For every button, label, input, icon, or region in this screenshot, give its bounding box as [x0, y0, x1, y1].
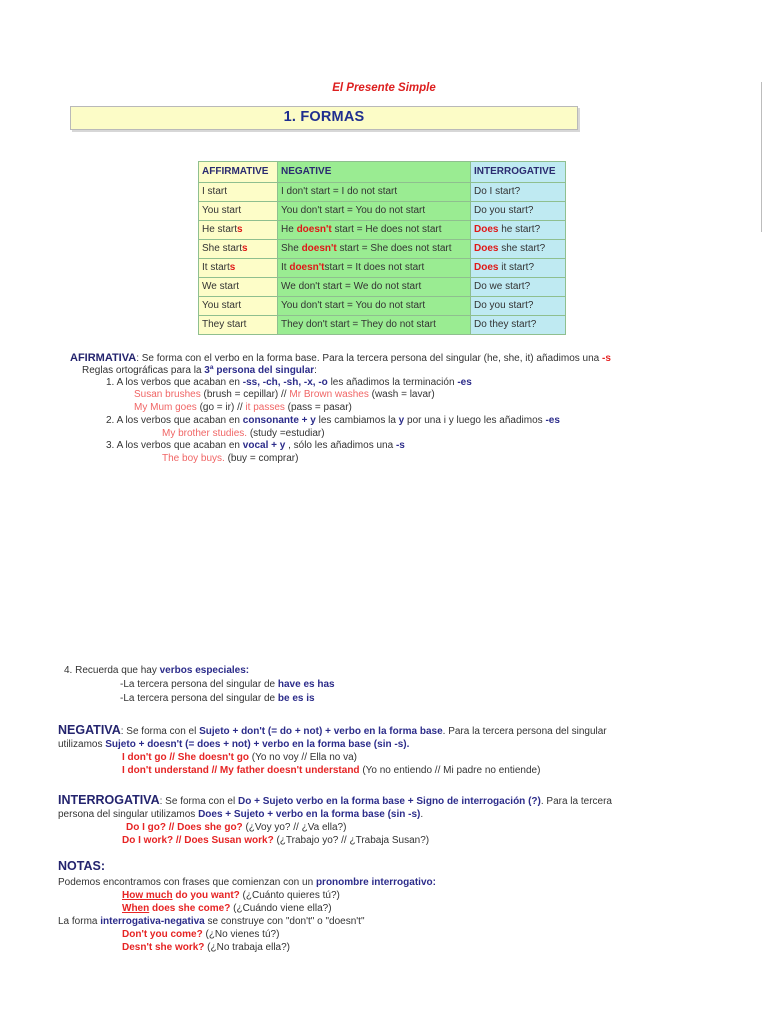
negative-cell: They don't start = They do not start: [278, 316, 471, 335]
rule-4-line-2: -La tercera persona del singular de be es is: [120, 693, 315, 704]
header-interrogative: INTERROGATIVE: [471, 162, 566, 183]
spelling-rule-2: 2. A los verbos que acaban en consonante + y les cambiamos la y por una i y luego les añadimos -es: [106, 415, 560, 426]
notas-example-1: How much do you want? (¿Cuánto quieres tú?): [122, 890, 340, 901]
rule-2-example: My brother studies. (study =estudiar): [162, 428, 325, 439]
interrogativa-example-2: Do I work? // Does Susan work? (¿Trabajo yo? // ¿Trabaja Susan?): [122, 835, 430, 846]
rule-1-example-2: My Mum goes (go = ir) // it passes (pass = pasar): [134, 402, 352, 413]
negative-cell: It doesn'tstart = It does not start: [278, 259, 471, 278]
notas-line-1: Podemos encontramos con frases que comienzan con un pronombre interrogativo:: [58, 877, 436, 888]
notas-heading: NOTAS:: [58, 859, 105, 873]
affirmative-cell: We start: [199, 278, 278, 297]
table-row: [199, 259, 566, 278]
interrogativa-intro-continued: persona del singular utilizamos Does + Sujeto + verbo en la forma base (sin -s).: [58, 809, 424, 820]
negative-cell: He doesn't start = He does not start: [278, 221, 471, 240]
negative-cell: You don't start = You do not start: [278, 202, 471, 221]
negativa-example-2: I don't understand // My father doesn't understand (Yo no entiendo // Mi padre no entiende): [122, 765, 541, 776]
affirmative-cell: They start: [199, 316, 278, 335]
document-title: El Presente Simple: [332, 82, 436, 94]
table-row: [199, 278, 566, 297]
negativa-example-1: I don't go // She doesn't go (Yo no voy // Ella no va): [122, 752, 357, 763]
affirmative-cell: You start: [199, 297, 278, 316]
interrogativa-intro: INTERROGATIVA: Se forma con el Do + Sujeto verbo en la forma base + Signo de interrogación (?). Para la tercera: [58, 793, 612, 807]
affirmative-cell: He starts: [199, 221, 278, 240]
table-row: [199, 221, 566, 240]
notas-example-2: When does she come? (¿Cuándo viene ella?): [122, 903, 332, 914]
table-row: [199, 240, 566, 259]
table-row: [199, 183, 566, 202]
afirmativa-intro: AFIRMATIVA: Se forma con el verbo en la forma base. Para la tercera persona del singular (he, she, it) añadimos una -s: [70, 352, 611, 364]
page-edge-line: [761, 82, 762, 232]
conjugation-table: [198, 161, 566, 335]
interrogative-cell: Do you start?: [471, 202, 566, 221]
header-affirmative: AFFIRMATIVE: [199, 162, 278, 183]
negativa-intro-continued: utilizamos Sujeto + doesn't (= does + not) + verbo en la forma base (sin -s).: [58, 739, 410, 750]
affirmative-cell: She starts: [199, 240, 278, 259]
rule-1-example-1: Susan brushes (brush = cepillar) // Mr Brown washes (wash = lavar): [134, 389, 435, 400]
section-title-box: [70, 106, 578, 130]
interrogative-cell: Does he start?: [471, 221, 566, 240]
interrogative-cell: Do I start?: [471, 183, 566, 202]
header-negative: NEGATIVE: [278, 162, 471, 183]
table-header-row: [199, 162, 566, 183]
notas-example-4: Desn't she work? (¿No trabaja ella?): [122, 942, 290, 953]
affirmative-cell: I start: [199, 183, 278, 202]
section-title: 1. FORMAS: [283, 109, 365, 125]
interrogativa-example-1: Do I go? // Does she go? (¿Voy yo? // ¿Va ella?): [126, 822, 347, 833]
table-row: [199, 202, 566, 221]
negative-cell: I don't start = I do not start: [278, 183, 471, 202]
affirmative-cell: It starts: [199, 259, 278, 278]
spelling-rule-3: 3. A los verbos que acaban en vocal + y , sólo les añadimos una -s: [106, 440, 405, 451]
interrogative-cell: Do you start?: [471, 297, 566, 316]
negative-cell: You don't start = You do not start: [278, 297, 471, 316]
affirmative-cell: You start: [199, 202, 278, 221]
rule-3-example: The boy buys. (buy = comprar): [162, 453, 299, 464]
negative-cell: We don't start = We do not start: [278, 278, 471, 297]
interrogative-cell: Do they start?: [471, 316, 566, 335]
rule-4-line-1: -La tercera persona del singular de have es has: [120, 679, 335, 690]
table-row: [199, 316, 566, 335]
spelling-rule-4: 4. Recuerda que hay verbos especiales:: [64, 665, 250, 676]
negativa-intro: NEGATIVA: Se forma con el Sujeto + don't (= do + not) + verbo en la forma base. Para la tercera persona del singular: [58, 723, 607, 737]
spelling-rule-1: 1. A los verbos que acaban en -ss, -ch, -sh, -x, -o les añadimos la terminación -es: [106, 377, 472, 388]
negative-cell: She doesn't start = She does not start: [278, 240, 471, 259]
notas-example-3: Don't you come? (¿No vienes tú?): [122, 929, 280, 940]
table-row: [199, 297, 566, 316]
interrogative-cell: Does she start?: [471, 240, 566, 259]
interrogative-cell: Does it start?: [471, 259, 566, 278]
spelling-rules-intro: Reglas ortográficas para la 3ª persona del singular:: [82, 365, 317, 376]
notas-line-2: La forma interrogativa-negativa se construye con "don't" o "doesn't": [58, 916, 365, 927]
interrogative-cell: Do we start?: [471, 278, 566, 297]
